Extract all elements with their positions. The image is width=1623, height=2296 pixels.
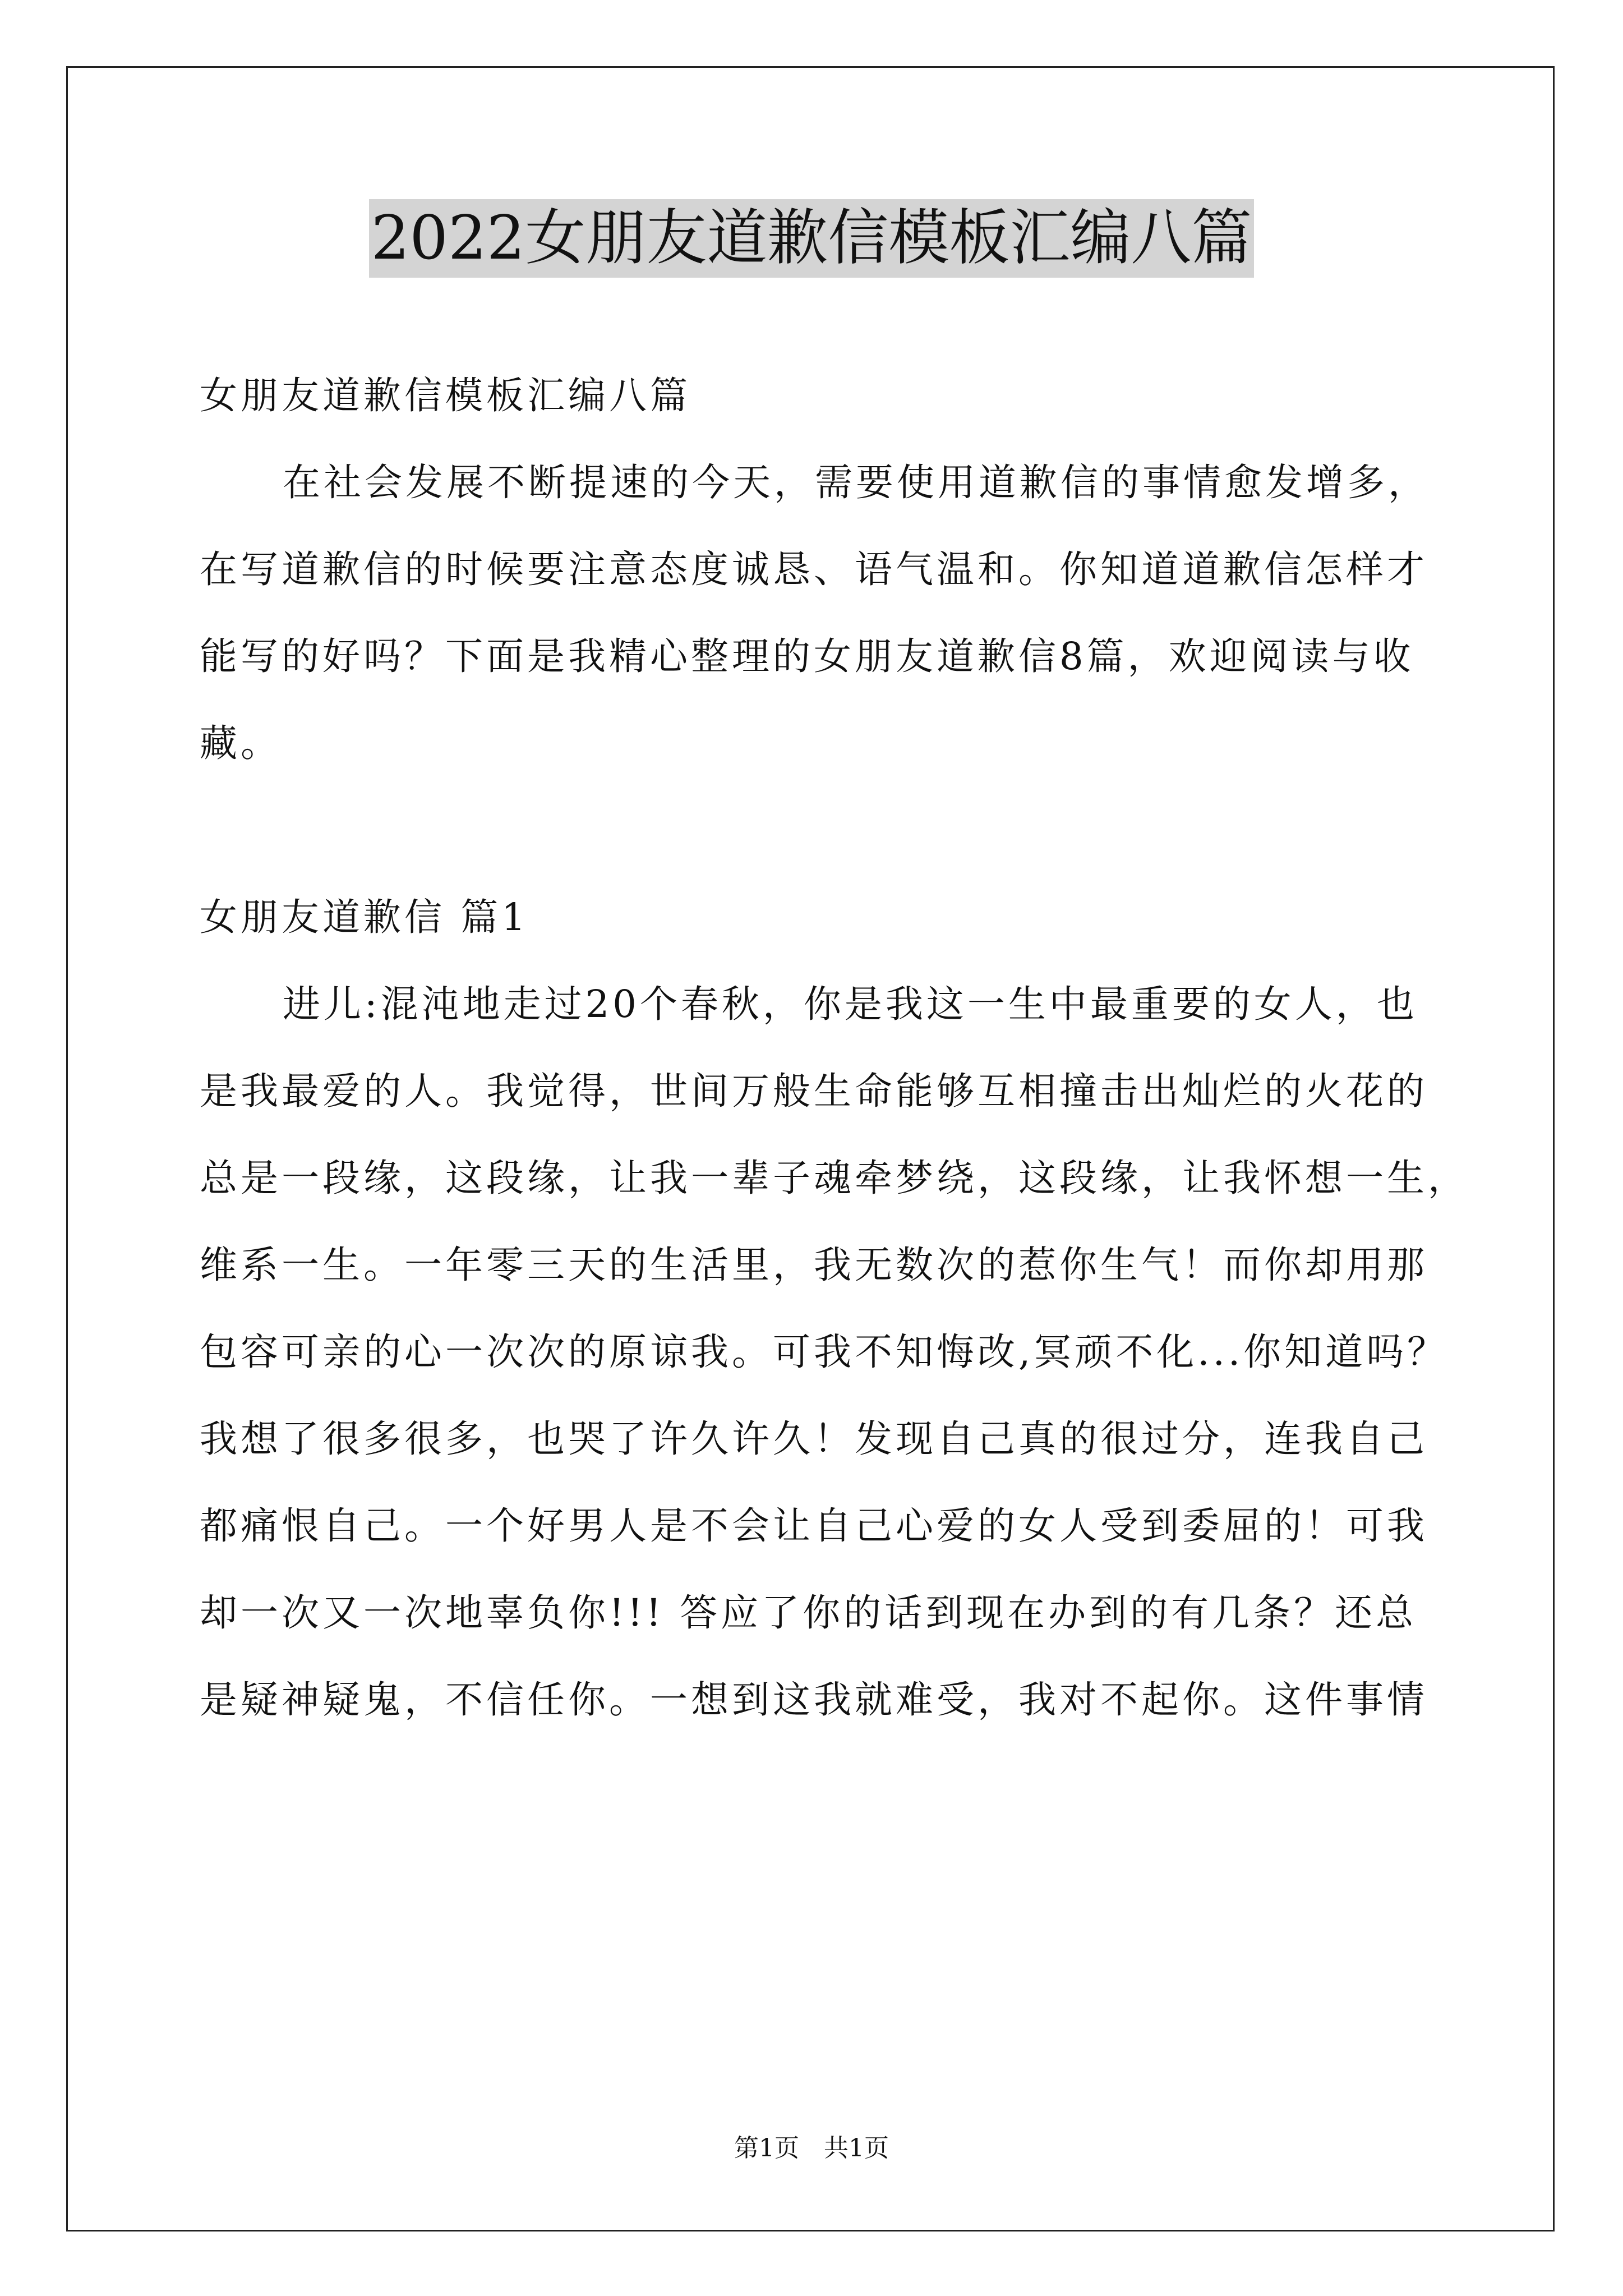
letter-paragraph-line: 总是一段缘，这段缘，让我一辈子魂牵梦绕，这段缘，让我怀想一生， bbox=[200, 1156, 1469, 1200]
page-footer bbox=[0, 2132, 1623, 2165]
document-subtitle: 女朋友道歉信模板汇编八篇 bbox=[200, 374, 691, 417]
letter-paragraph-line: 维系一生。一年零三天的生活里，我无数次的惹你生气！而你却用那 bbox=[200, 1243, 1428, 1287]
document-body bbox=[200, 352, 1469, 1743]
letter-paragraph-line: 包容可亲的心一次次的原谅我。可我不知悔改,冥顽不化...你知道吗？ bbox=[200, 1330, 1449, 1374]
letter-paragraph-line: 是疑神疑鬼，不信任你。一想到这我就难受，我对不起你。这件事情 bbox=[200, 1678, 1428, 1722]
letter-paragraph-line: 进儿:混沌地走过20个春秋，你是我这一生中最重要的女人，也 bbox=[283, 982, 1418, 1026]
letter-paragraph-line: 我想了很多很多，也哭了许久许久！发现自己真的很过分，连我自己 bbox=[200, 1417, 1428, 1461]
page-number: 第1页 bbox=[734, 2134, 799, 2162]
intro-paragraph-line: 藏。 bbox=[200, 721, 282, 765]
intro-paragraph-line: 在社会发展不断提速的今天，需要使用道歉信的事情愈发增多， bbox=[283, 461, 1429, 504]
letter-paragraph-line: 都痛恨自己。一个好男人是不会让自己心爱的女人受到委屈的！可我 bbox=[200, 1504, 1428, 1548]
letter-paragraph-line: 是我最爱的人。我觉得，世间万般生命能够互相撞击出灿烂的火花的 bbox=[200, 1069, 1428, 1113]
document-title: 2022女朋友道歉信模板汇编八篇 bbox=[369, 199, 1255, 278]
page-total: 共1页 bbox=[824, 2134, 889, 2162]
section-heading: 女朋友道歉信 篇1 bbox=[200, 895, 529, 939]
letter-paragraph-line: 却一次又一次地辜负你!!! 答应了你的话到现在办到的有几条？还总 bbox=[200, 1591, 1417, 1635]
paragraph-spacer bbox=[200, 787, 1456, 874]
intro-paragraph-line: 能写的好吗？下面是我精心整理的女朋友道歉信8篇，欢迎阅读与收 bbox=[200, 634, 1414, 678]
intro-paragraph-line: 在写道歉信的时候要注意态度诚恳、语气温和。你知道道歉信怎样才 bbox=[200, 547, 1428, 591]
title-area bbox=[0, 199, 1623, 278]
